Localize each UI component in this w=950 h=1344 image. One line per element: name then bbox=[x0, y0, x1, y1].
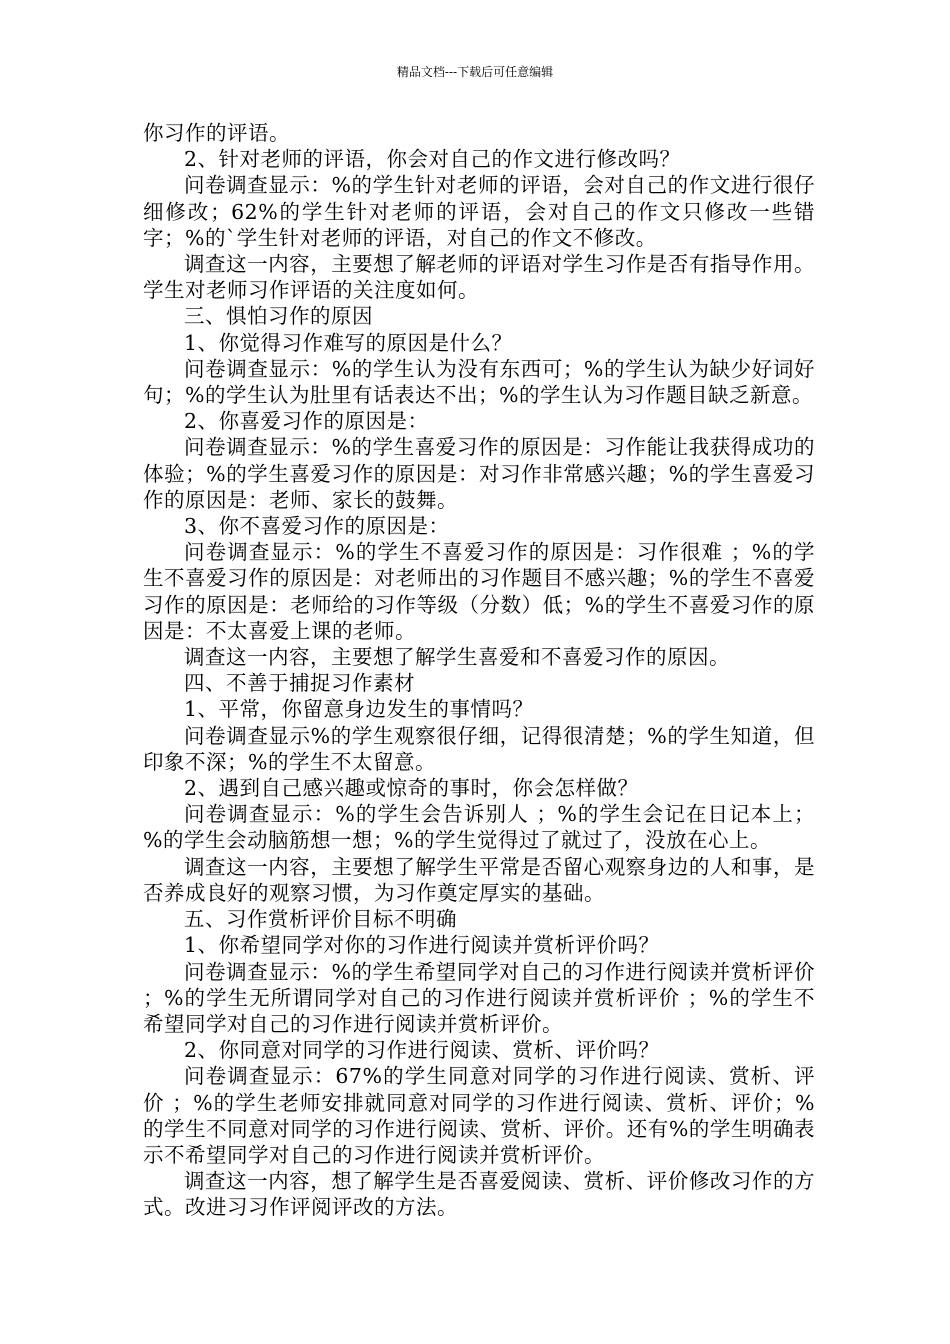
paragraph: 调查这一内容，主要想了解学生平常是否留心观察身边的人和事，是否养成良好的观察习惯，为习作奠定厚实的基础。 bbox=[143, 854, 815, 905]
paragraph: 调查这一内容，主要想了解老师的评语对学生习作是否有指导作用。学生对老师习作评语的关注度如何。 bbox=[143, 252, 815, 303]
survey-result: 问卷调查显示：67%的学生同意对同学的习作进行阅读、赏析、评价 ；%的学生老师安排就同意对同学的习作进行阅读、赏析、评价；%的学生不同意对同学的习作进行阅读、赏析、评价。还有%的学生明确表示不希望同学对自己的习作进行阅读并赏析评价。 bbox=[143, 1064, 815, 1167]
paragraph: 调查这一内容，想了解学生是否喜爱阅读、赏析、评价修改习作的方式。改进习习作评阅评改的方法。 bbox=[143, 1169, 815, 1220]
section-heading: 三、惧怕习作的原因 bbox=[184, 304, 373, 329]
survey-result: 问卷调查显示：%的学生希望同学对自己的习作进行阅读并赏析评价 ；%的学生无所谓同学对自己的习作进行阅读并赏析评价 ；%的学生不希望同学对自己的习作进行阅读并赏析评价。 bbox=[143, 959, 815, 1036]
paragraph: 你习作的评语。 bbox=[143, 121, 290, 145]
survey-result: 问卷调查显示%的学生观察很仔细，记得很清楚；%的学生知道，但印象不深；%的学生不太留意。 bbox=[143, 723, 815, 774]
survey-result: 问卷调查显示：%的学生喜爱习作的原因是：习作能让我获得成功的体验；%的学生喜爱习作的原因是：对习作非常感兴趣；%的学生喜爱习作的原因是：老师、家长的鼓舞。 bbox=[143, 435, 815, 512]
survey-result: 问卷调查显示：%的学生认为没有东西可；%的学生认为缺少好词好句；%的学生认为肚里有话表达不出；%的学生认为习作题目缺乏新意。 bbox=[143, 356, 815, 408]
section-heading: 五、习作赏析评价目标不明确 bbox=[184, 907, 457, 932]
question: 2、你喜爱习作的原因是： bbox=[184, 409, 429, 434]
question: 2、针对老师的评语，你会对自己的作文进行修改吗？ bbox=[184, 147, 681, 172]
question: 2、你同意对同学的习作进行阅读、赏析、评价吗？ bbox=[184, 1038, 660, 1063]
survey-result: 问卷调查显示：%的学生不喜爱习作的原因是：习作很难 ；%的学生不喜爱习作的原因是：对老师出的习作题目不感兴趣；%的学生不喜爱习作的原因是：老师给的习作等级（分数）低；%的学生不喜爱习作的原因是：不太喜爱上课的老师。 bbox=[143, 540, 815, 643]
question: 1、平常，你留意身边发生的事情吗？ bbox=[184, 697, 534, 722]
paragraph: 调查这一内容，主要想了解学生喜爱和不喜爱习作的原因。 bbox=[184, 645, 730, 670]
question: 3、你不喜爱习作的原因是： bbox=[184, 514, 450, 539]
question: 1、你希望同学对你的习作进行阅读并赏析评价吗？ bbox=[184, 933, 660, 958]
survey-result: 问卷调查显示：%的学生会告诉别人 ；%的学生会记在日记本上；%的学生会动脑筋想一想；%的学生觉得过了就过了，没放在心上。 bbox=[143, 802, 815, 853]
document-body bbox=[143, 120, 815, 1221]
page-header: 精品文档---下载后可任意编辑 bbox=[396, 65, 554, 79]
survey-result: 问卷调查显示：%的学生针对老师的评语，会对自己的作文进行很仔细修改；62%的学生针对老师的评语，会对自己的作文只修改一些错字；%的`学生针对老师的评语，对自己的作文不修改。 bbox=[143, 173, 815, 250]
question: 1、你觉得习作难写的原因是什么？ bbox=[184, 330, 513, 355]
section-heading: 四、不善于捕捉习作素材 bbox=[184, 671, 415, 696]
question: 2、遇到自己感兴趣或惊奇的事时，你会怎样做？ bbox=[184, 776, 639, 801]
